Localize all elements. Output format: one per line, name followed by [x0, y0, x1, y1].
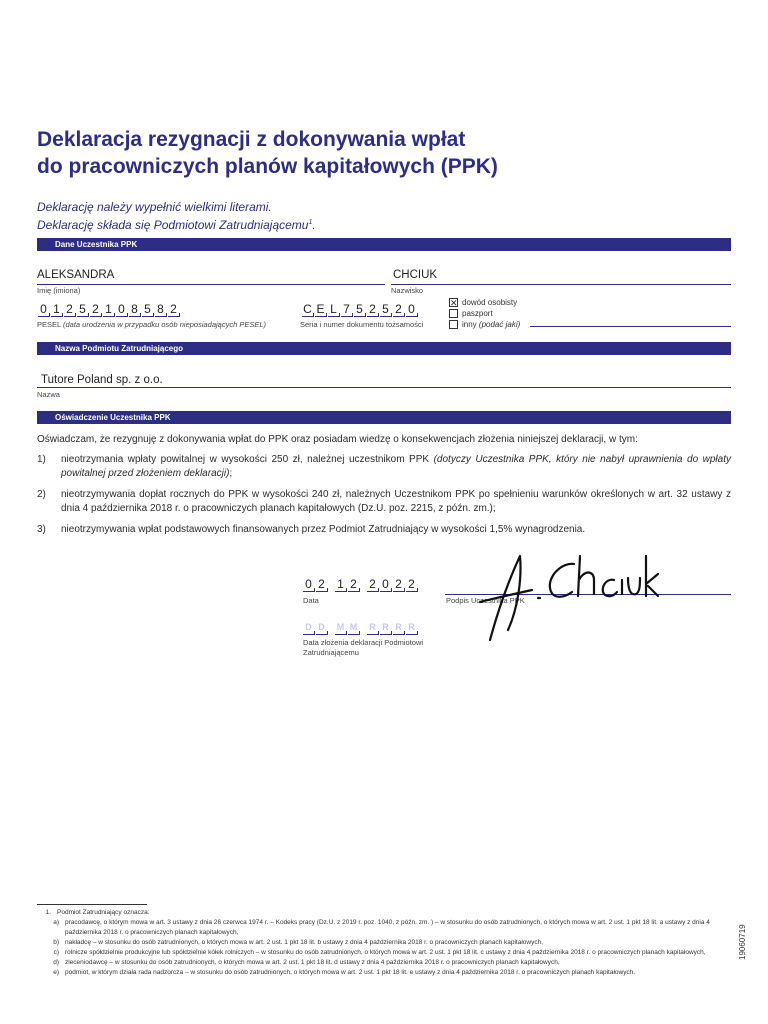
footnote: 1. Podmiot Zatrudniający oznacza: a) pracodawcę, o którym mowa w art. 3 ustawy z dnia 26 czerwca 1974 r. – Kodeks pracy (Dz.U. z 2019 r. poz. 1040, z późn. zm. ) – w stosunku do osób zatrudnionych, o których mowa w art. 2 ust. 1 pkt 18 lit. a ustawy z dnia 4 października 2018 r. o pracowniczych planach kapitałowych, b) nakładcę – w stosunku do osób zatrudnionych, o których mowa w art. 2 ust. 1 pkt 18 lit. b ustawy z dnia 4 października 2018 r. o pracowniczych planach kapitałowych, c) rolnicze spółdzielnie produkcyjne lub spółdzielnie kółek rolniczych – w stosunku do osób zatrudnionych, o których mowa w art. 2 ust. 1 pkt 18 lit. c ustawy z dnia 4 października 2018 r. o pracowniczych planach kapitałowych, d) zleceniodawcę – w stosunku do osób zatrudnionych, o których mowa w art. 2 ust. 1 pkt 18 lit. d ustawy z dnia 4 października 2018 r. o pracowniczych planach kapitałowych, e) podmiot, w którym działa rada nadzorcza – w stosunku do osób zatrudnionych, o których mowa w art. 2 ust. 1 pkt 18 lit. e ustawy z dnia 4 października 2018 r. o pracowniczych planach kapitałowych. — [37, 908, 727, 978]
footnote-item: c) rolnicze spółdzielnie produkcyjne lub spółdzielnie kółek rolniczych – w stosunku do osób zatrudnionych, o których mowa w art. 2 ust. 1 pkt 18 lit. c ustawy z dnia 4 października 2018 r. o pracowniczych planach kapitałowych, — [53, 949, 706, 956]
check-mark-icon: ✕ — [450, 298, 458, 308]
form-title — [37, 126, 677, 180]
document-char: L — [327, 303, 340, 317]
checkbox-other[interactable] — [449, 320, 458, 329]
signature-date-field[interactable] — [302, 578, 418, 592]
section-header-statement: Oświadczenie Uczestnika PPK — [37, 411, 731, 424]
document-char: C — [301, 303, 314, 317]
statement-item: 3) nieotrzymywania wpłat podstawowych finansowanych przez Podmiot Zatrudniający w wysokości 1,5% wynagrodzenia. — [37, 524, 586, 535]
form-code: 19060719 — [738, 924, 747, 960]
handwritten-signature — [462, 548, 672, 648]
section-header-participant: Dane Uczestnika PPK — [37, 238, 731, 251]
checkbox-passport-label: paszport — [462, 309, 493, 318]
date-digit: 0 — [302, 578, 315, 592]
pesel-digit: 2 — [63, 303, 76, 317]
employer-name-field[interactable]: Tutore Poland sp. z o.o. — [41, 374, 163, 386]
statement-intro: Oświadczam, że rezygnuję z dokonywania wpłat do PPK oraz posiadam wiedzę o konsekwencjach złożenia niniejszej deklaracji, w tym: — [37, 434, 638, 445]
date-digit: 0 — [379, 578, 392, 592]
submission-date-placeholder: D — [315, 621, 328, 635]
first-name-label: Imię (imiona) — [37, 286, 81, 295]
pesel-digit: 5 — [141, 303, 154, 317]
other-document-input[interactable] — [530, 326, 731, 327]
pesel-digit: 0 — [115, 303, 128, 317]
submission-date-placeholder: M — [334, 621, 347, 635]
date-digit: 1 — [334, 578, 347, 592]
pesel-digit: 2 — [167, 303, 180, 317]
checkbox-passport[interactable] — [449, 309, 458, 318]
document-char: 0 — [405, 303, 418, 317]
submission-date-label: Data złożenia deklaracji Podmiotowi Zatrudniającemu — [303, 638, 424, 657]
pesel-digit: 2 — [89, 303, 102, 317]
pesel-digit: 8 — [154, 303, 167, 317]
document-number-field[interactable] — [301, 303, 418, 317]
checkbox-other-label: inny (podać jaki) — [462, 320, 521, 329]
document-char: 7 — [340, 303, 353, 317]
last-name-field[interactable]: CHCIUK — [393, 269, 438, 281]
last-name-underline — [391, 284, 731, 285]
pesel-digit: 1 — [102, 303, 115, 317]
footnote-item: b) nakładcę – w stosunku do osób zatrudnionych, o których mowa w art. 2 ust. 1 pkt 18 lit. b ustawy z dnia 4 października 2018 r. o pracowniczych planach kapitałowych, — [53, 939, 544, 946]
instruction-line-1: Deklarację należy wypełnić wielkimi literami. — [37, 200, 272, 214]
statement-body — [37, 433, 731, 537]
submission-date-placeholder: R — [405, 621, 418, 635]
document-char: 2 — [392, 303, 405, 317]
submission-date-placeholder: D — [302, 621, 315, 635]
signature-label: Podpis Uczestnika PPK — [446, 596, 525, 605]
first-name-field[interactable]: ALEKSANDRA — [37, 269, 115, 281]
date-digit: 2 — [405, 578, 418, 592]
pesel-digit: 0 — [37, 303, 50, 317]
date-digit: 2 — [366, 578, 379, 592]
document-number-label: Seria i numer dokumentu tożsamości — [300, 320, 424, 329]
pesel-field[interactable] — [37, 303, 180, 317]
last-name-label: Nazwisko — [391, 286, 424, 295]
checkbox-id-card[interactable] — [449, 298, 458, 307]
employer-name-underline — [37, 387, 731, 388]
statement-item: 2) nieotrzymywania dopłat rocznych do PPK w wysokości 240 zł, należnych Uczestnikom PPK po spełnieniu warunków określonych w art. 32 ustawy z dnia 4 października 2018 r. o pracowniczych planach kapitałowych (Dz.U. poz. 2215, z późn. zm.); — [37, 489, 731, 514]
pesel-label: PESEL (data urodzenia w przypadku osób nieposiadających PESEL) — [37, 320, 267, 329]
submission-date-placeholder: R — [366, 621, 379, 635]
submission-date-placeholder: M — [347, 621, 360, 635]
submission-date-placeholder: R — [392, 621, 405, 635]
instruction-line-2: Deklarację składa się Podmiotowi Zatrudniającemu$^1$. — [37, 218, 316, 232]
section-header-employer: Nazwa Podmiotu Zatrudniającego — [37, 342, 731, 355]
first-name-underline — [37, 284, 385, 285]
date-digit: 2 — [315, 578, 328, 592]
checkbox-id-card-label: dowód osobisty — [462, 298, 518, 307]
document-char: 5 — [353, 303, 366, 317]
date-digit: 2 — [347, 578, 360, 592]
footnote-item: e) podmiot, w którym działa rada nadzorcza – w stosunku do osób zatrudnionych, o których mowa w art. 2 ust. 1 pkt 18 lit. e ustawy z dnia 4 października 2018 r. o pracowniczych planach kapitałowych. — [53, 969, 636, 976]
document-char: E — [314, 303, 327, 317]
footnote-ref: 1 — [308, 219, 313, 226]
date-digit: 2 — [392, 578, 405, 592]
pesel-digit: 5 — [76, 303, 89, 317]
statement-item: 1) nieotrzymania wpłaty powitalnej w wysokości 250 zł, należnej uczestnikom PPK (dotyczy Uczestnika PPK, który nie nabył uprawnienia do wpłaty powitalnej przed złożeniem deklaracji); — [37, 454, 731, 479]
footnote-item: a) pracodawcę, o którym mowa w art. 3 ustawy z dnia 26 czerwca 1974 r. – Kodeks pracy (Dz.U. z 2019 r. poz. 1040, z późn. zm. ) – w stosunku do osób zatrudnionych, o których mowa w art. 2 ust. 1 pkt 18 lit. a ustawy z dnia 4 października 2018 r. o pracowniczych planach kapitałowych, — [53, 919, 710, 936]
document-char: 5 — [379, 303, 392, 317]
title-line-1: Deklaracja rezygnacji z dokonywania wpłat — [37, 128, 466, 151]
pesel-digit: 1 — [50, 303, 63, 317]
signature-date-label: Data — [303, 596, 319, 605]
instructions — [37, 199, 316, 233]
footnote-separator — [37, 904, 147, 905]
document-char: 2 — [366, 303, 379, 317]
footnote-item: d) zleceniodawcę – w stosunku do osób zatrudnionych, o których mowa w art. 2 ust. 1 pkt 18 lit. d ustawy z dnia 4 października 2018 r. o pracowniczych planach kapitałowych, — [53, 959, 560, 966]
submission-date-placeholder: R — [379, 621, 392, 635]
title-line-2: do pracowniczych planów kapitałowych (PPK) — [37, 155, 498, 178]
submission-date-field[interactable] — [302, 621, 418, 635]
pesel-digit: 8 — [128, 303, 141, 317]
employer-name-label: Nazwa — [37, 390, 60, 399]
